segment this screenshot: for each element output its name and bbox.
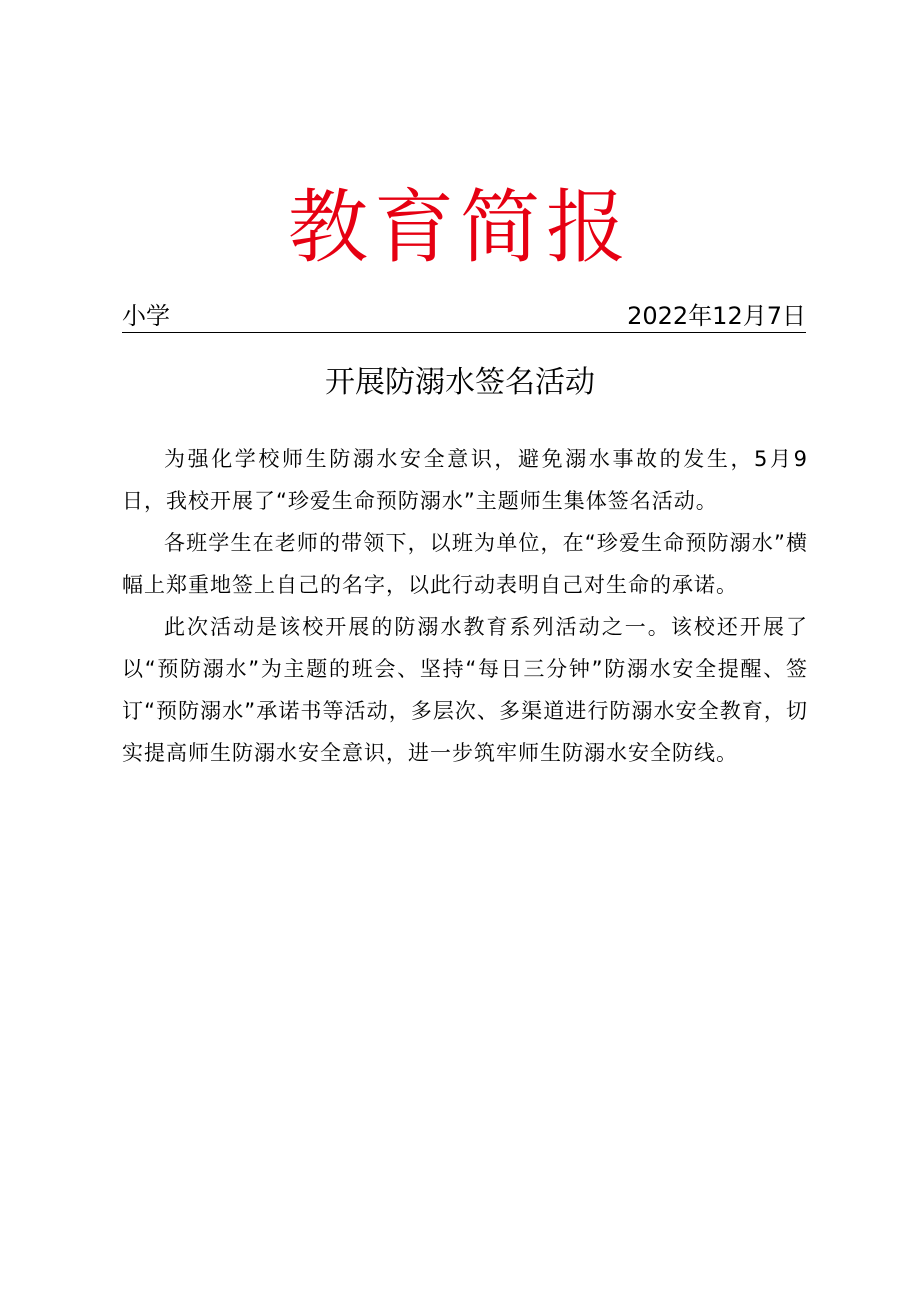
issue-header-rule — [122, 296, 806, 333]
paragraph: 为强化学校师生防溺水安全意识，避免溺水事故的发生，5月9日，我校开展了“珍爱生命预防溺水”主题师生集体签名活动。 — [122, 447, 808, 513]
school-name: 小学 — [122, 302, 170, 330]
paragraph: 此次活动是该校开展的防溺水教育系列活动之一。该校还开展了以“预防溺水”为主题的班会、坚持“每日三分钟”防溺水安全提醒、签订“预防溺水”承诺书等活动，多层次、多渠道进行防溺水安全教育，切实提高师生防溺水安全意识，进一步筑牢师生防溺水安全防线。 — [122, 615, 808, 765]
masthead-title: 教育简报 — [288, 181, 632, 274]
article-body — [122, 438, 808, 774]
article-title: 开展防溺水签名活动 — [325, 365, 595, 400]
paragraph: 各班学生在老师的带领下，以班为单位，在“珍爱生命预防溺水”横幅上郑重地签上自己的名字，以此行动表明自己对生命的承诺。 — [122, 531, 808, 597]
issue-date: 2022年12月7日 — [627, 302, 806, 330]
